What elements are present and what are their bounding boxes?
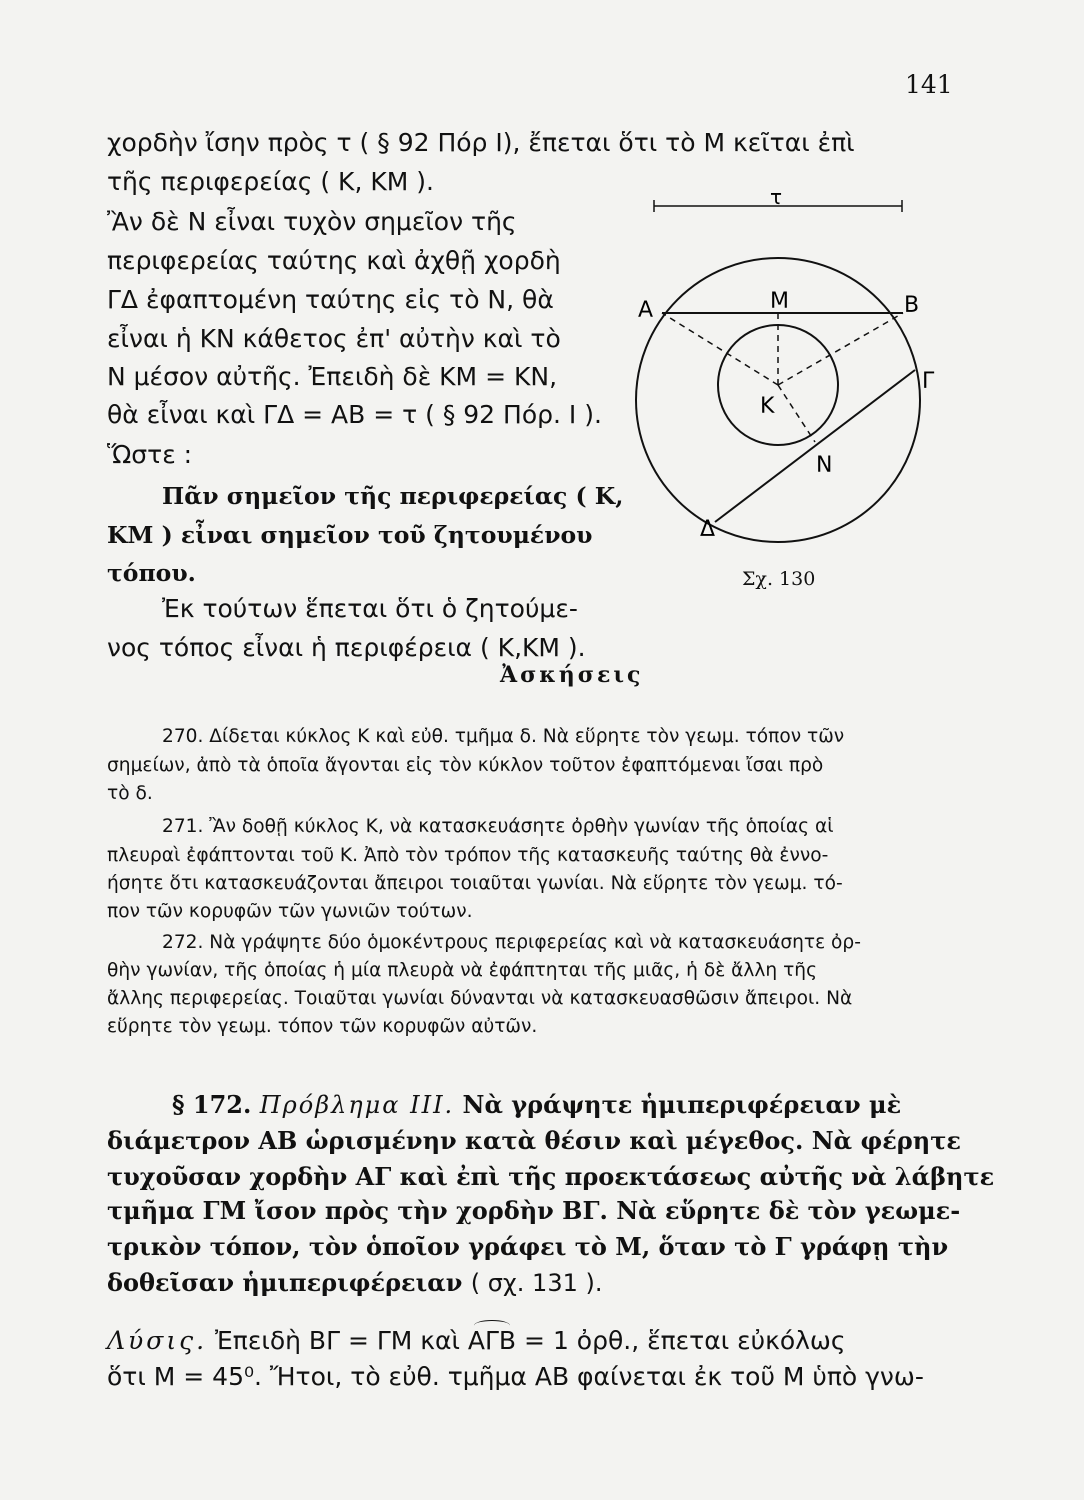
exercise-line: πον τῶν κορυφῶν τῶν γωνιῶν τούτων. (107, 901, 473, 922)
exercise-line: σημείων, ἀπὸ τὰ ὁποῖα ἄγονται εἰς τὸν κύκλον τοῦτον ἐφαπτόμεναι ἴσαι πρὸ (107, 755, 824, 776)
label-k: Κ (760, 394, 775, 419)
label-tau: τ (770, 185, 783, 209)
body-line: Ἂν δὲ Ν εἶναι τυχὸν σημεῖον τῆς (107, 207, 517, 236)
problem-section: § 172. (172, 1090, 252, 1119)
problem-text: δοθεῖσαν ἡμιπεριφέρειαν (107, 1268, 463, 1297)
bold-statement-line: Πᾶν σημεῖον τῆς περιφερείας ( Κ, (162, 482, 624, 510)
bold-statement-line: τόπου. (107, 559, 196, 587)
conclusion-line: Ἐκ τούτων ἕπεται ὅτι ὁ ζητούμε- (162, 594, 578, 623)
conclusion-line: νος τόπος εἶναι ἡ περιφέρεια ( Κ,ΚΜ ). (107, 633, 586, 662)
problem-line: τμῆμα ΓΜ ἴσον πρὸς τὴν χορδὴν ΒΓ. Νὰ εὕρητε δὲ τὸν γεωμε- (107, 1196, 961, 1225)
solution-line: ὅτι Μ = 45⁰. Ἤτοι, τὸ εὐθ. τμῆμα ΑΒ φαίνεται ἐκ τοῦ Μ ὑπὸ γνω- (107, 1362, 924, 1391)
problem-line: τρικὸν τόπον, τὸν ὁποῖον γράφει τὸ Μ, ὅταν τὸ Γ γράφῃ τὴν (107, 1232, 949, 1261)
problem-first-line (172, 1090, 1017, 1119)
exercises-heading: Ἀσκήσεις (500, 662, 644, 688)
exercise-line: τὸ δ. (107, 783, 153, 804)
label-d: Δ (700, 517, 716, 542)
exercise-line: εὕρητε τὸν γεωμ. τόπον τῶν κορυφῶν αὐτῶν. (107, 1016, 538, 1037)
solution-text: = 1 ὀρθ., ἕπεται εὐκόλως (524, 1326, 846, 1355)
problem-text: Νὰ γράψητε ἡμιπεριφέρειαν μὲ (462, 1090, 902, 1119)
problem-last-line (107, 1268, 952, 1297)
problem-line: τυχοῦσαν χορδὴν ΑΓ καὶ ἐπὶ τῆς προεκτάσεως αὐτῆς νὰ λάβητε (107, 1162, 995, 1191)
segment-kb (778, 313, 903, 385)
label-a: Α (638, 298, 654, 323)
figure-caption: Σχ. 130 (742, 568, 816, 590)
exercise-line: 272. Νὰ γράψητε δύο ὁμοκέντρους περιφερείας καὶ νὰ κατασκευάσητε ὀρ- (162, 932, 861, 953)
angle-agb: ΑΓΒ (467, 1326, 517, 1355)
bold-statement-line: ΚΜ ) εἶναι σημεῖον τοῦ ζητουμένου (107, 521, 593, 549)
exercise-line: ἄλλης περιφερείας. Τοιαῦται γωνίαι δύνανται νὰ κατασκευασθῶσιν ἄπειροι. Νὰ (107, 988, 853, 1009)
exercise-line: 270. Δίδεται κύκλος Κ καὶ εὐθ. τμῆμα δ. Νὰ εὕρητε τὸν γεωμ. τόπον τῶν (162, 726, 845, 747)
body-line: ΓΔ ἐφαπτομένη ταύτης εἰς τὸ Ν, θὰ (107, 285, 554, 314)
problem-line: διάμετρον ΑΒ ὡρισμένην κατὰ θέσιν καὶ μέγεθος. Νὰ φέρητε (107, 1126, 961, 1155)
figure-130 (620, 180, 960, 560)
body-line: θὰ εἶναι καὶ ΓΔ = ΑΒ = τ ( § 92 Πόρ. Ι ). (107, 400, 602, 429)
body-line: χορδὴν ἴσην πρὸς τ ( § 92 Πόρ Ι), ἔπεται ὅτι τὸ Μ κεῖται ἐπὶ (107, 128, 855, 157)
solution-label: Λύσις. (107, 1326, 208, 1355)
exercise-line: ήσητε ὅτι κατασκευάζονται ἄπειροι τοιαῦται γωνίαι. Νὰ εὕρητε τὸν γεωμ. τό- (107, 873, 843, 894)
problem-figure-ref: ( σχ. 131 ). (470, 1269, 603, 1297)
label-m: Μ (770, 289, 789, 314)
solution-line (107, 1326, 952, 1355)
body-line: Ὥστε : (107, 440, 193, 469)
page-number: 141 (905, 70, 953, 99)
label-n: Ν (816, 453, 833, 478)
exercise-line: 271. Ἂν δοθῇ κύκλος Κ, νὰ κατασκευάσητε ὀρθὴν γωνίαν τῆς ὁποίας αἱ (162, 816, 834, 837)
body-line: Ν μέσον αὐτῆς. Ἐπειδὴ δὲ ΚΜ = ΚΝ, (107, 362, 558, 391)
problem-title: Πρόβλημα ΙΙΙ. (259, 1091, 455, 1119)
solution-text: Ἐπειδὴ ΒΓ = ΓΜ καὶ (215, 1326, 460, 1355)
label-g: Γ (922, 369, 935, 394)
exercise-line: πλευραὶ ἐφάπτονται τοῦ Κ. Ἀπὸ τὸν τρόπον τῆς κατασκευῆς ταύτης θὰ ἐννο- (107, 845, 829, 866)
segment-ka (662, 313, 778, 385)
exercise-line: θὴν γωνίαν, τῆς ὁποίας ἡ μία πλευρὰ νὰ ἐφάπτηται τῆς μιᾶς, ἡ δὲ ἄλλη τῆς (107, 960, 818, 981)
body-line: περιφερείας ταύτης καὶ ἀχθῇ χορδὴ (107, 246, 561, 275)
chord-gd (715, 370, 915, 522)
body-line: τῆς περιφερείας ( Κ, ΚΜ ). (107, 167, 434, 196)
radius-kn (778, 385, 815, 442)
body-line: εἶναι ἡ ΚΝ κάθετος ἐπ' αὐτὴν καὶ τὸ (107, 324, 561, 353)
label-b: Β (904, 293, 920, 318)
